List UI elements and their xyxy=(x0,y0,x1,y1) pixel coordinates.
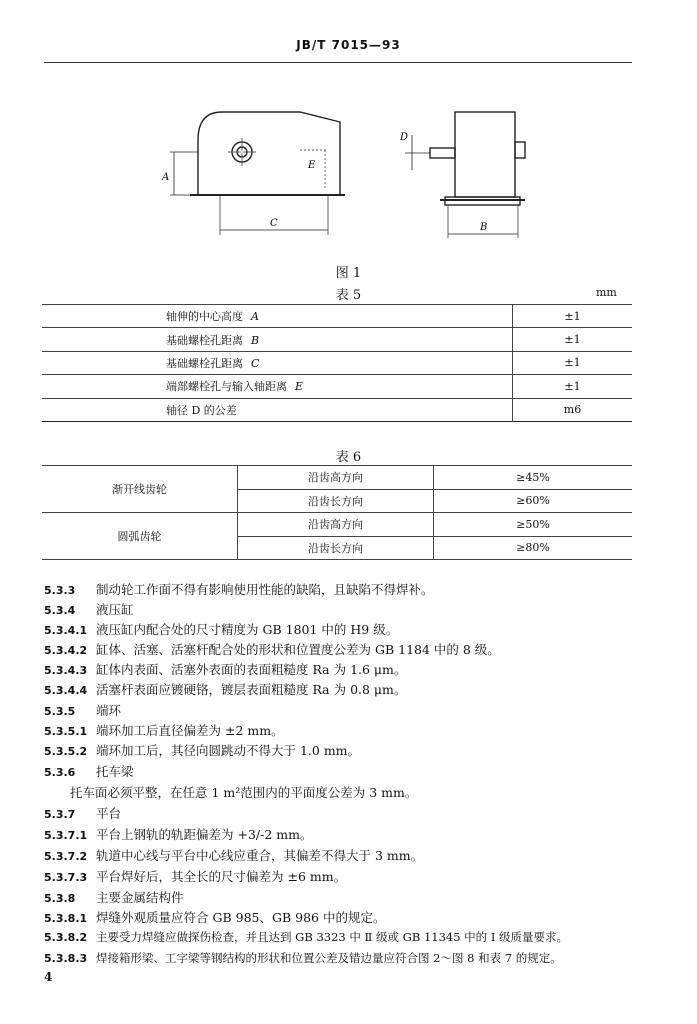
dim-d-label: D xyxy=(400,132,409,143)
clause-text: 主要受力焊缝应做探伤检查，并且达到 GB 3323 中 Ⅱ 级或 GB 11345 中的 Ⅰ 级质量要求。 xyxy=(96,930,569,944)
clause-text: 焊接箱形梁、工字梁等钢结构的形状和位置公差及错边量应符合图 2～图 8 和表 7 的规定。 xyxy=(96,951,562,965)
clause-text: 平台焊好后，其全长的尺寸偏差为 ±6 mm。 xyxy=(96,869,347,884)
table-6 xyxy=(42,465,632,560)
clause-text: 焊缝外观质量应符合 GB 985、GB 986 中的规定。 xyxy=(96,910,386,925)
table-5 xyxy=(42,304,632,422)
clause-text: 制动轮工作面不得有影响使用性能的缺陷，且缺陷不得焊补。 xyxy=(96,582,434,597)
clause-line xyxy=(44,741,360,759)
table-row xyxy=(42,466,632,490)
clause-number: 5.3.5 xyxy=(44,705,76,718)
clause-line xyxy=(44,783,417,801)
clause-text: 端环 xyxy=(96,703,122,718)
clause-number: 5.3.8 xyxy=(44,892,76,905)
header-rule xyxy=(44,62,632,63)
clause-text: 托车面必须平整，在任意 1 m²范围内的平面度公差为 3 mm。 xyxy=(70,785,418,800)
clause-text: 轨道中心线与平台中心线应重合，其偏差不得大于 3 mm。 xyxy=(96,848,424,863)
clause-line xyxy=(44,929,568,945)
dim-a-label: A xyxy=(162,172,170,183)
row-value: ±1 xyxy=(513,328,633,351)
figure-1-drawing xyxy=(150,100,550,245)
clause-line xyxy=(44,867,346,885)
row-value: ±1 xyxy=(513,351,633,374)
clause-number: 5.3.4.2 xyxy=(44,644,88,657)
clause-line xyxy=(44,804,121,822)
clause-number: 5.3.3 xyxy=(44,584,76,597)
clause-text: 缸体内表面、活塞外表面的表面粗糙度 Ra 为 1.6 μm。 xyxy=(96,662,407,677)
clause-number: 5.3.4.3 xyxy=(44,664,88,677)
clause-line xyxy=(44,600,134,618)
clause-text: 端环加工后，其径向圆跳动不得大于 1.0 mm。 xyxy=(96,743,361,758)
clause-number: 5.3.4.1 xyxy=(44,624,88,637)
page-header: JB/T 7015—93 xyxy=(296,38,401,52)
gear-type: 圆弧齿轮 xyxy=(42,513,238,560)
clause-number: 5.3.4 xyxy=(44,604,76,617)
row-item: 轴伸的中心高度 xyxy=(166,310,243,324)
clause-text: 端环加工后直径偏差为 ±2 mm。 xyxy=(96,723,284,738)
row-symbol: C xyxy=(251,356,260,370)
clause-number: 5.3.7 xyxy=(44,808,76,821)
clause-text: 缸体、活塞、活塞杆配合处的形状和位置度公差为 GB 1184 中的 8 级。 xyxy=(96,642,500,657)
table-row xyxy=(42,351,632,374)
clause-line xyxy=(44,680,406,698)
clause-line xyxy=(44,888,184,906)
gear-type: 渐开线齿轮 xyxy=(42,466,238,513)
clause-text: 托车梁 xyxy=(96,764,134,779)
table-row xyxy=(42,513,632,537)
row-item: 基础螺栓孔距离 xyxy=(166,356,243,370)
row-item: 基础螺栓孔距离 xyxy=(166,333,243,347)
clause-text: 主要金属结构件 xyxy=(96,890,184,905)
table-row xyxy=(42,375,632,398)
direction-cell: 沿齿长方向 xyxy=(238,489,434,513)
clause-line xyxy=(44,762,134,780)
row-value: ±1 xyxy=(513,305,633,328)
clause-line xyxy=(44,721,284,739)
clause-line xyxy=(44,908,385,926)
clause-line xyxy=(44,660,406,678)
dim-b-label: B xyxy=(480,222,488,233)
table-row xyxy=(42,398,632,421)
dim-c-label: C xyxy=(270,218,278,229)
clause-line xyxy=(44,640,500,658)
table-row xyxy=(42,305,632,328)
clause-text: 液压缸 xyxy=(96,602,134,617)
clause-line xyxy=(44,701,121,719)
clause-text: 液压缸内配合处的尺寸精度为 GB 1801 中的 H9 级。 xyxy=(96,622,399,637)
row-value: m6 xyxy=(513,398,633,421)
value-cell: ≥60% xyxy=(434,489,633,513)
clause-line xyxy=(44,825,312,843)
clause-number: 5.3.6 xyxy=(44,766,76,779)
clause-number: 5.3.4.4 xyxy=(44,684,88,697)
direction-cell: 沿齿高方向 xyxy=(238,466,434,490)
clause-number: 5.3.7.3 xyxy=(44,871,88,884)
clause-line xyxy=(44,580,434,598)
clause-number: 5.3.8.2 xyxy=(44,931,88,944)
row-symbol: A xyxy=(251,310,259,324)
figure-caption: 图 1 xyxy=(335,266,362,281)
clause-number: 5.3.7.1 xyxy=(44,829,88,842)
row-symbol: E xyxy=(295,380,304,394)
table-row xyxy=(42,328,632,351)
clause-text: 平台上钢轨的轨距偏差为 +3/-2 mm。 xyxy=(96,827,313,842)
row-symbol: B xyxy=(251,333,260,347)
clause-line xyxy=(44,620,398,638)
dim-e-label: E xyxy=(308,160,316,171)
clause-number: 5.3.5.1 xyxy=(44,725,88,738)
clause-number: 5.3.5.2 xyxy=(44,745,88,758)
direction-cell: 沿齿长方向 xyxy=(238,536,434,560)
table5-unit: mm xyxy=(596,286,617,299)
value-cell: ≥80% xyxy=(434,536,633,560)
clause-line xyxy=(44,846,423,864)
table6-title: 表 6 xyxy=(335,450,362,465)
clause-number: 5.3.8.1 xyxy=(44,912,88,925)
value-cell: ≥50% xyxy=(434,513,633,537)
row-value: ±1 xyxy=(513,375,633,398)
clause-number: 5.3.8.3 xyxy=(44,952,88,965)
page-number: 4 xyxy=(44,970,53,984)
row-item: 端部螺栓孔与输入轴距离 xyxy=(166,380,287,394)
clause-number: 5.3.7.2 xyxy=(44,850,88,863)
clause-line xyxy=(44,950,562,966)
clause-text: 活塞杆表面应镀硬铬，镀层表面粗糙度 Ra 为 0.8 μm。 xyxy=(96,682,407,697)
table5-title: 表 5 xyxy=(335,288,362,303)
value-cell: ≥45% xyxy=(434,466,633,490)
clause-text: 平台 xyxy=(96,806,122,821)
row-item: 轴径 D 的公差 xyxy=(166,403,237,417)
direction-cell: 沿齿高方向 xyxy=(238,513,434,537)
